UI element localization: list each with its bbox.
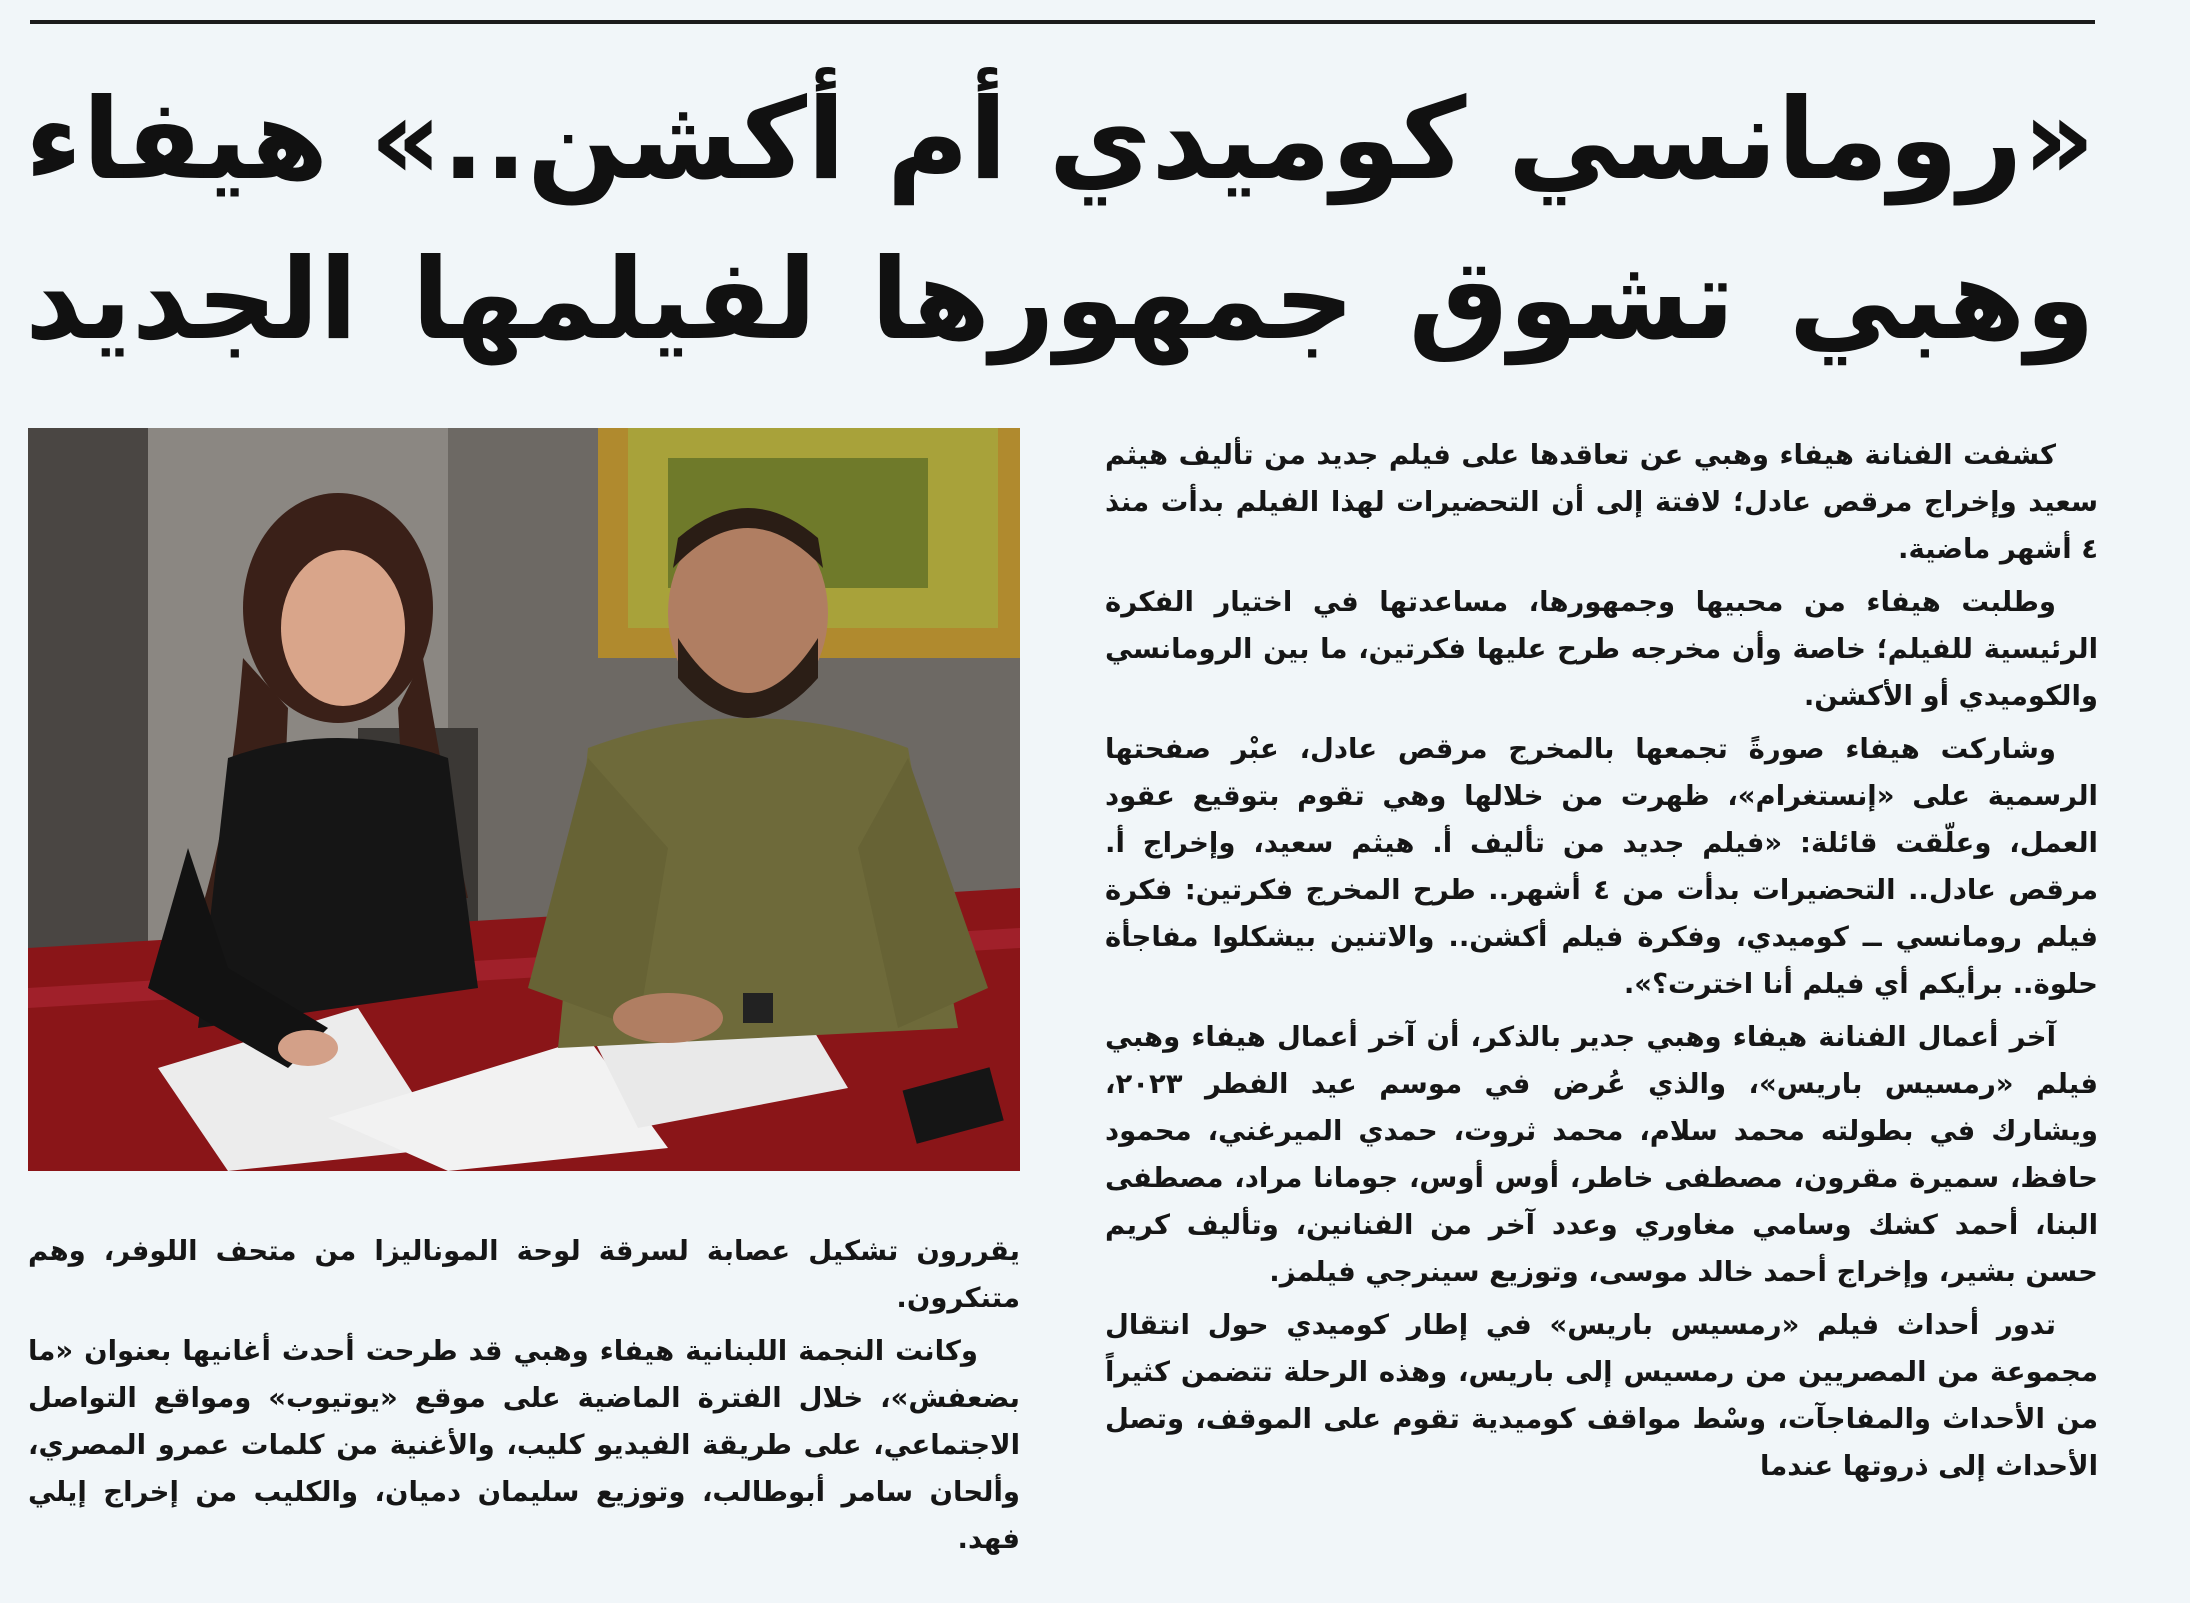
- article-column-left: [28, 1228, 1020, 1569]
- article-column-right: [1105, 432, 2098, 1496]
- paragraph: وكانت النجمة اللبنانية هيفاء وهبي قد طرحت أحدث أغانيها بعنوان «ما بضعفش»، خلال الفترة الماضية على موقع «يوتيوب» ومواقع التواصل الاجتماعي، على طريقة الفيديو كليب، والأغنية من كلمات عمرو المصري، وألحان سامر أبوطالب، وتوزيع سليمان دميان، والكليب من إخراج إيلي فهد.: [28, 1335, 1020, 1555]
- paragraph: تدور أحداث فيلم «رمسيس باريس» في إطار كوميدي حول انتقال مجموعة من المصريين من رمسيس إلى باريس، وهذه الرحلة تتضمن كثيراً من الأحداث والمفاجآت، وسْط مواقف كوميدية تقوم على الموقف، وتصل الأحداث إلى ذروتها عندما: [1105, 1309, 2098, 1482]
- headline: [25, 60, 2095, 380]
- paragraph: وشاركت هيفاء صورةً تجمعها بالمخرج مرقص عادل، عبْر صفحتها الرسمية على «إنستغرام»، ظهرت من خلالها وهي تقوم بتوقيع عقود العمل، وعلّقت قائلة: «فيلم جديد من تأليف أ. هيثم سعيد، وإخراج أ. مرقص عادل.. التحضيرات بدأت من ٤ أشهر.. طرح المخرج فكرتين: فكرة فيلم رومانسي ــ كوميدي، وفكرة فيلم أكشن.. والاتنين بيشكلوا مفاجأة حلوة.. برأيكم أي فيلم أنا اخترت؟».: [1105, 733, 2099, 1000]
- headline-line-1: «رومانسي كوميدي أم أكشن..» هيفاء: [25, 75, 2095, 205]
- paragraph: يقررون تشكيل عصابة لسرقة لوحة الموناليزا من متحف اللوفر، وهم متنكرون.: [28, 1235, 1020, 1314]
- article-photo: [28, 428, 1020, 1171]
- paragraph: آخر أعمال الفنانة هيفاء وهبي جدير بالذكر، أن آخر أعمال هيفاء وهبي فيلم «رمسيس باريس»، والذي عُرض في موسم عيد الفطر ٢٠٢٣، ويشارك في بطولته محمد سلام، محمد ثروت، حمدي الميرغني، محمود حافظ، سميرة مقرون، مصطفى خاطر، أوس أوس، جومانا مراد، مصطفى البنا، أحمد كشك وسامي مغاوري وعدد آخر من الفنانين، وتأليف كريم حسن بشير، وإخراج أحمد خالد موسى، وتوزيع سينرجي فيلمز.: [1105, 1021, 2098, 1288]
- headline-line-2: وهبي تشوق جمهورها لفيلمها الجديد: [25, 235, 2095, 365]
- top-rule: [30, 20, 2095, 24]
- paragraph: وطلبت هيفاء من محبيها وجمهورها، مساعدتها في اختيار الفكرة الرئيسية للفيلم؛ خاصة وأن مخرجه طرح عليها فكرتين، ما بين الرومانسي والكوميدي أو الأكشن.: [1105, 586, 2098, 712]
- photo-illustration: [28, 428, 1020, 1171]
- paragraph: كشفت الفنانة هيفاء وهبي عن تعاقدها على فيلم جديد من تأليف هيثم سعيد وإخراج مرقص عادل؛ لافتة إلى أن التحضيرات لهذا الفيلم بدأت منذ ٤ أشهر ماضية.: [1105, 439, 2098, 565]
